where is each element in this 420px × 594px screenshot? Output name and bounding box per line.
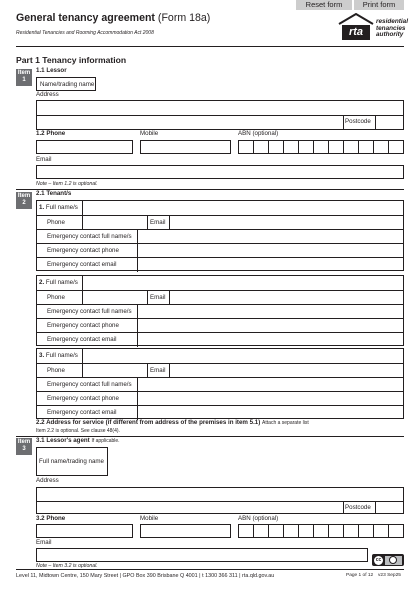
tenant-1-name-label: 1. Full name/s (39, 204, 78, 211)
tenant-2-name-row (37, 276, 403, 291)
tenant-2-ec-email-field[interactable] (138, 333, 403, 347)
tenant-3-ec-phone-row (37, 392, 403, 406)
footer-version: v23 Sep25 (378, 573, 401, 578)
tenant-1-name-field[interactable] (83, 201, 403, 215)
item3-note: Note – Item 3.2 is optional. (36, 563, 98, 569)
form-title: General tenancy agreement (Form 18a) (16, 12, 211, 24)
lessor-mobile-field[interactable] (140, 140, 231, 154)
tenant-2-phone-row (37, 291, 403, 305)
tenant-1-ec-phone-row (37, 244, 403, 258)
lessor-phone-field[interactable] (36, 140, 133, 154)
tenant-3-ec-name-field[interactable] (138, 378, 403, 391)
tenant-3-phone-label: Phone (47, 367, 65, 374)
item3-tag: Item 3 (16, 438, 32, 455)
tenant-1-email-field[interactable] (170, 216, 403, 229)
address-for-service-label: 2.2 Address for service (if different from address of the premises in item 5.1) Attach a separate list (36, 419, 309, 426)
item2-tag: Item 2 (16, 192, 32, 209)
tenant-2-email-label: Email (150, 294, 166, 301)
reset-form-button[interactable]: Reset form (296, 0, 352, 10)
agent-name-row (36, 447, 404, 476)
print-form-button[interactable]: Print form (354, 0, 404, 10)
tenant-1-ec-email-label: Emergency contact email (47, 261, 117, 268)
tenant-1-ec-name-field[interactable] (138, 230, 403, 243)
tenant-2-ec-email-row (37, 333, 403, 347)
tenant-1-email-label: Email (150, 219, 166, 226)
address-for-service-note: Item 2.2 is optional. See clause 48(4). (36, 428, 120, 434)
lessor-abn-label: ABN (optional) (238, 130, 279, 137)
tenant-2-email-field[interactable] (170, 291, 403, 304)
tenant-1-ec-email-field[interactable] (138, 258, 403, 272)
lessor-email-field[interactable] (36, 165, 404, 179)
agent-address-label: Address (36, 477, 59, 484)
tenant-2-block (36, 275, 404, 346)
tenant-2-ec-name-field[interactable] (138, 305, 403, 318)
tenant-2-phone-field[interactable] (83, 291, 147, 304)
agent-address-field[interactable] (36, 487, 404, 514)
header-divider (16, 46, 404, 47)
tenant-3-ec-email-row (37, 406, 403, 420)
lessor-name-row (36, 77, 404, 91)
agent-name-label: Full name/trading name (39, 458, 105, 465)
lessor-label: 1.1 Lessor (36, 67, 67, 74)
tenant-2-name-field[interactable] (83, 276, 403, 290)
agent-email-label: Email (36, 539, 52, 546)
tenant-2-ec-name-label: Emergency contact full name/s (47, 308, 132, 315)
tenant-2-ec-email-label: Emergency contact email (47, 336, 117, 343)
agent-phone-field[interactable] (36, 524, 133, 538)
tenant-2-ec-name-row (37, 305, 403, 319)
agent-postcode-label: Postcode (345, 504, 371, 511)
tenant-3-name-label: 3. Full name/s (39, 352, 78, 359)
tenant-3-email-field[interactable] (170, 364, 403, 377)
tenant-2-ec-phone-row (37, 319, 403, 333)
footer-divider (16, 569, 404, 570)
tenant-1-ec-phone-field[interactable] (138, 244, 403, 257)
tenant-3-ec-phone-label: Emergency contact phone (47, 395, 119, 402)
lessor-email-label: Email (36, 156, 52, 163)
lessor-address-field[interactable] (36, 100, 404, 130)
tenant-3-phone-field[interactable] (83, 364, 147, 377)
tenant-1-name-row (37, 201, 403, 216)
tenant-3-email-label: Email (150, 367, 166, 374)
lessor-name-label: Name/trading name (40, 81, 95, 88)
tenant-1-ec-phone-label: Emergency contact phone (47, 247, 119, 254)
tenant-1-phone-row (37, 216, 403, 230)
act-subtitle: Residential Tenancies and Rooming Accommodation Act 2008 (16, 30, 154, 36)
cc-license-icon: cc (372, 554, 404, 566)
lessor-mobile-label: Mobile (140, 130, 159, 137)
lessor-name-field[interactable] (95, 77, 404, 91)
tenant-3-ec-name-label: Emergency contact full name/s (47, 381, 132, 388)
lessor-abn-field[interactable] (238, 140, 404, 154)
footer-page: Page 1 of 12 (346, 573, 374, 578)
agent-phone-label: 3.2 Phone (36, 515, 66, 522)
tenant-3-ec-name-row (37, 378, 403, 392)
agent-email-field[interactable] (36, 548, 368, 562)
logo-letters: rta (348, 26, 364, 38)
agent-mobile-field[interactable] (140, 524, 231, 538)
tenant-3-phone-row (37, 364, 403, 378)
tenant-1-ec-email-row (37, 258, 403, 272)
item1-tag: Item 1 (16, 69, 32, 86)
tenant-2-ec-phone-field[interactable] (138, 319, 403, 332)
tenant-1-phone-label: Phone (47, 219, 65, 226)
tenant-3-ec-email-label: Emergency contact email (47, 409, 117, 416)
footer-contact: Level 11, Midtown Centre, 150 Mary Street | GPO Box 390 Brisbane Q 4001 | t 1300 366 311 | rta.qld.gov.au (16, 573, 275, 579)
agent-abn-field[interactable] (238, 524, 404, 538)
tenants-label: 2.1 Tenant/s (36, 190, 72, 197)
tenant-3-name-row (37, 349, 403, 364)
part1-heading: Part 1 Tenancy information (16, 55, 127, 65)
tenant-1-block (36, 200, 404, 271)
tenant-1-ec-name-row (37, 230, 403, 244)
agent-abn-label: ABN (optional) (238, 515, 279, 522)
lessor-postcode-label: Postcode (345, 118, 371, 125)
lessor-agent-label: 3.1 Lessor's agent If applicable. (36, 437, 120, 444)
tenant-2-ec-phone-label: Emergency contact phone (47, 322, 119, 329)
tenant-3-ec-email-field[interactable] (138, 406, 403, 420)
tenant-2-name-label: 2. Full name/s (39, 279, 78, 286)
item1-divider (16, 189, 404, 190)
tenant-3-name-field[interactable] (83, 349, 403, 363)
tenant-1-phone-field[interactable] (83, 216, 147, 229)
item1-note: Note – Item 1.2 is optional. (36, 181, 98, 187)
lessor-phone-label: 1.2 Phone (36, 130, 66, 137)
rta-logo (338, 13, 406, 43)
logo-text: residential tenancies authority (376, 18, 408, 39)
tenant-2-phone-label: Phone (47, 294, 65, 301)
agent-mobile-label: Mobile (140, 515, 159, 522)
tenant-1-ec-name-label: Emergency contact full name/s (47, 233, 132, 240)
tenant-3-ec-phone-field[interactable] (138, 392, 403, 405)
lessor-address-label: Address (36, 91, 59, 98)
tenant-3-block (36, 348, 404, 419)
agent-name-field[interactable] (107, 447, 404, 476)
